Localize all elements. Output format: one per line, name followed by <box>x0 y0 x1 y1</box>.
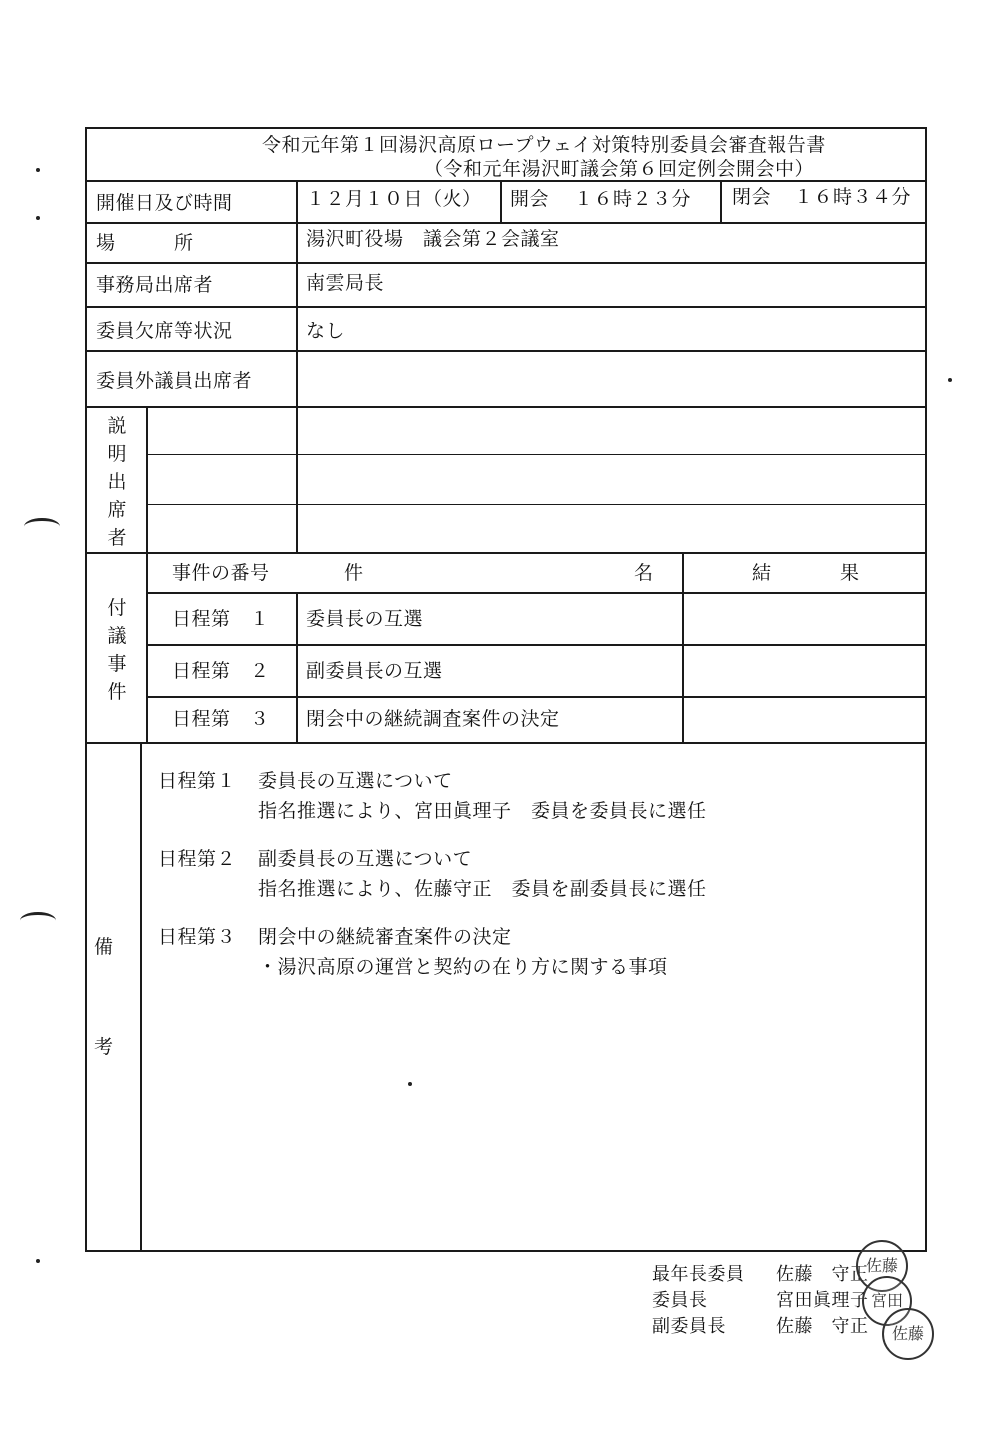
form-border <box>85 1250 927 1252</box>
open-time: １６時２３分 <box>574 188 692 210</box>
scan-speck <box>948 378 952 382</box>
agenda-header-number: 事件の番号 <box>172 562 270 584</box>
row-divider <box>148 454 927 455</box>
agenda-subject: 委員長の互選 <box>306 608 424 630</box>
scan-speck <box>36 216 40 220</box>
row-divider <box>85 350 927 352</box>
meeting-date: １２月１０日（火） <box>306 188 482 210</box>
place-label: 場 所 <box>96 232 194 254</box>
col-divider <box>296 180 298 554</box>
row-divider <box>85 406 927 408</box>
remarks-detail: 指名推選により、佐藤守正 委員を副委員長に選任 <box>258 878 707 900</box>
other-members-label: 委員外議員出席者 <box>96 370 253 392</box>
secretariat-attendee: 南雲局長 <box>306 272 385 294</box>
row-divider <box>85 306 927 308</box>
col-divider <box>140 742 142 1252</box>
seal-stamp: 宮田 <box>862 1276 912 1326</box>
row-divider <box>148 504 927 505</box>
row-divider <box>85 742 927 744</box>
remarks-label-b: 考 <box>94 1036 114 1058</box>
col-divider <box>720 180 722 224</box>
remarks-title: 副委員長の互選について <box>258 848 473 870</box>
col-divider <box>146 406 148 744</box>
seal-stamp: 佐藤 <box>882 1308 934 1360</box>
form-border <box>85 127 87 1252</box>
explainers-label: 説明出席者 <box>107 415 127 549</box>
agenda-header-result-a: 結 <box>752 562 772 584</box>
close-time: １６時３４分 <box>794 186 912 208</box>
close-label: 閉会 <box>732 186 772 208</box>
signature-name: 佐藤 守正 <box>776 1316 869 1337</box>
signature-name: 宮田眞理子 <box>776 1290 869 1311</box>
remarks-title: 閉会中の継続審査案件の決定 <box>258 926 512 948</box>
agenda-header-subject-b: 名 <box>634 562 654 584</box>
row-divider <box>148 644 927 646</box>
datetime-label: 開催日及び時間 <box>96 192 233 214</box>
col-divider <box>500 180 502 224</box>
punch-hole-mark <box>24 518 60 535</box>
agenda-subject: 副委員長の互選 <box>306 660 443 682</box>
scan-speck <box>36 168 40 172</box>
remarks-detail: 指名推選により、宮田眞理子 委員を委員長に選任 <box>258 800 707 822</box>
absence-status: なし <box>306 320 346 342</box>
report-title: 令和元年第１回湯沢高原ロープウェイ対策特別委員会審査報告書 <box>262 134 826 156</box>
remarks-key: 日程第２ <box>158 848 237 870</box>
row-divider <box>85 262 927 264</box>
agenda-section-label: 付議事件 <box>107 597 127 703</box>
row-divider <box>148 592 927 594</box>
col-divider <box>296 592 298 744</box>
scan-speck <box>408 1082 412 1086</box>
agenda-header-subject-a: 件 <box>344 562 364 584</box>
absence-label: 委員欠席等状況 <box>96 320 233 342</box>
scan-speck <box>36 1259 40 1263</box>
agenda-number: 日程第 １ <box>172 608 270 630</box>
signature-role: 最年長委員 <box>652 1264 745 1285</box>
remarks-title: 委員長の互選について <box>258 770 453 792</box>
seal-stamp: 佐藤 <box>856 1240 908 1292</box>
remarks-key: 日程第１ <box>158 770 237 792</box>
row-divider <box>85 180 927 182</box>
secretariat-label: 事務局出席者 <box>96 274 214 296</box>
signature-role: 委員長 <box>652 1290 708 1311</box>
remarks-key: 日程第３ <box>158 926 237 948</box>
form-border <box>85 127 927 129</box>
punch-hole-mark <box>20 912 56 929</box>
row-divider <box>85 222 927 224</box>
agenda-number: 日程第 ２ <box>172 660 270 682</box>
agenda-subject: 閉会中の継続調査案件の決定 <box>306 708 560 730</box>
remarks-detail: ・湯沢高原の運営と契約の在り方に関する事項 <box>258 956 668 978</box>
form-border <box>925 127 927 1252</box>
meeting-place: 湯沢町役場 議会第２会議室 <box>306 228 560 250</box>
open-label: 開会 <box>510 188 550 210</box>
signature-role: 副委員長 <box>652 1316 726 1337</box>
remarks-label-a: 備 <box>94 936 114 958</box>
row-divider <box>148 696 927 698</box>
agenda-header-result-b: 果 <box>840 562 860 584</box>
col-divider <box>682 552 684 744</box>
signature-name: 佐藤 守正 <box>776 1264 869 1285</box>
row-divider <box>85 552 927 554</box>
report-subtitle: （令和元年湯沢町議会第６回定例会開会中） <box>424 158 815 180</box>
agenda-number: 日程第 ３ <box>172 708 270 730</box>
